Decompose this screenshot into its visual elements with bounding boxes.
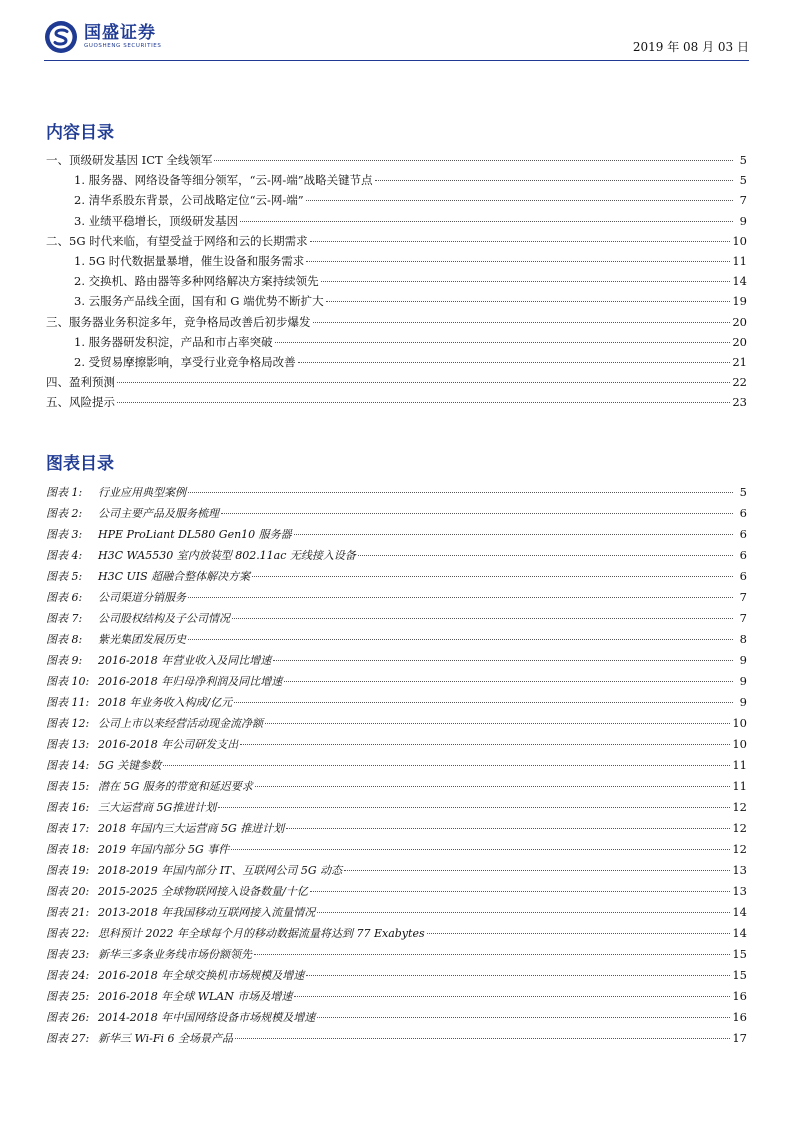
leader-dots: [306, 261, 730, 262]
leader-dots: [321, 281, 731, 282]
figure-entry-text: 三大运营商 5G推进计划: [98, 801, 217, 814]
figure-entry-text: 紫光集团发展历史: [98, 633, 186, 646]
figure-entry-text: 2013-2018 年我国移动互联网接入流量情况: [98, 906, 316, 919]
toc-entry[interactable]: [46, 273, 747, 293]
toc-entry[interactable]: [46, 152, 747, 172]
figure-entry-page: 6: [739, 506, 747, 520]
figure-entry-page: 16: [732, 989, 747, 1003]
figure-entry-text: 行业应用典型案例: [98, 486, 186, 499]
figure-entry-text: H3C UIS 超融合整体解决方案: [98, 570, 251, 583]
toc-title: 内容目录: [46, 123, 114, 143]
leader-dots: [294, 996, 730, 997]
figure-label: 图表 6:: [46, 591, 83, 604]
leader-dots: [188, 597, 733, 598]
figure-entry-text: 2016-2018 年营业收入及同比增速: [98, 654, 272, 667]
figure-entry-page: 12: [732, 800, 747, 814]
leader-dots: [265, 723, 730, 724]
figure-label: 图表 3:: [46, 528, 83, 541]
figure-entry-text: 2016-2018 年归母净利润及同比增速: [98, 675, 283, 688]
leader-dots: [358, 555, 733, 556]
toc-entry-text: 2. 交换机、路由器等多种网络解决方案持续领先: [74, 274, 319, 289]
toc-entry[interactable]: [46, 213, 747, 233]
figure-entry-text: 新华三 Wi-Fi 6 全场景产品: [98, 1032, 233, 1045]
figure-entry[interactable]: [46, 631, 747, 652]
figure-entry-page: 17: [732, 1031, 747, 1045]
leader-dots: [306, 975, 730, 976]
toc-entry-page: 5: [739, 153, 747, 167]
toc-entry-text: 五、风险提示: [46, 395, 115, 410]
toc-entry-text: 3. 业绩平稳增长，顶级研发基因: [74, 213, 239, 228]
figure-label: 图表 17:: [46, 822, 90, 835]
leader-dots: [427, 933, 731, 934]
toc-entry-page: 22: [732, 375, 747, 390]
leader-dots: [344, 870, 730, 871]
figure-label: 图表 12:: [46, 717, 90, 730]
figure-entry[interactable]: [46, 715, 747, 736]
toc-entry[interactable]: [46, 314, 747, 334]
figure-entry-text: 新华三多条业务线市场份额领先: [98, 948, 252, 961]
figure-label: 图表 24:: [46, 969, 90, 982]
figure-entry-page: 10: [732, 716, 747, 730]
figure-entry[interactable]: [46, 925, 747, 946]
leader-dots: [326, 301, 731, 302]
leader-dots: [188, 492, 733, 493]
figure-entry[interactable]: [46, 526, 747, 547]
toc-entry-page: 23: [732, 395, 747, 410]
figure-label: 图表 27:: [46, 1032, 90, 1045]
leader-dots: [310, 241, 731, 242]
guosheng-logo-icon: [44, 20, 78, 54]
leader-dots: [252, 576, 733, 577]
toc-entry-page: 21: [732, 354, 747, 369]
figure-label: 图表 26:: [46, 1011, 90, 1024]
figure-entry-page: 11: [732, 779, 747, 793]
figure-entry-page: 7: [739, 611, 747, 625]
figure-label: 图表 1:: [46, 486, 83, 499]
figure-entry-text: 公司主要产品及服务梳理: [98, 507, 219, 520]
toc-entry-text: 1. 服务器、网络设备等细分领军，“云-网-端”战略关键节点: [74, 173, 373, 188]
leader-dots: [273, 660, 733, 661]
figure-entry-page: 15: [732, 968, 747, 982]
figure-entry-text: 2019 年国内部分 5G 事件: [98, 843, 230, 856]
figure-entry-text: 2018 年业务收入构成/亿元: [98, 696, 233, 709]
leader-dots: [163, 765, 730, 766]
toc-entry-text: 四、盈利预测: [46, 375, 115, 390]
figure-entry[interactable]: [46, 946, 747, 967]
figure-entry-page: 6: [739, 548, 747, 562]
figure-entry-text: 思科预计 2022 年全球每个月的移动数据流量将达到 77 Exabytes: [98, 927, 425, 940]
figure-label: 图表 15:: [46, 780, 90, 793]
figure-entry-text: HPE ProLiant DL580 Gen10 服务器: [98, 528, 292, 541]
toc-entry-text: 2. 受贸易摩擦影响，享受行业竞争格局改善: [74, 354, 296, 369]
figure-entry-text: 2016-2018 年全球交换机市场规模及增速: [98, 969, 305, 982]
figure-entry-text: 2016-2018 年公司研发支出: [98, 738, 239, 751]
figure-label: 图表 7:: [46, 612, 83, 625]
figure-entry-page: 9: [739, 695, 747, 709]
figure-entry-text: 潜在 5G 服务的带宽和延迟要求: [98, 780, 253, 793]
figure-label: 图表 19:: [46, 864, 90, 877]
figure-label: 图表 18:: [46, 843, 90, 856]
figure-entry[interactable]: [46, 862, 747, 883]
leader-dots: [298, 362, 731, 363]
toc-entry[interactable]: [46, 192, 747, 212]
figure-entry-text: 2014-2018 年中国网络设备市场规模及增速: [98, 1011, 316, 1024]
report-date: 2019 年 08 月 03 日: [632, 40, 749, 54]
figure-entry[interactable]: [46, 610, 747, 631]
figure-entry-page: 12: [732, 842, 747, 856]
figure-entry[interactable]: [46, 841, 747, 862]
figure-entry-text: 公司股权结构及子公司情况: [98, 612, 230, 625]
figure-entry[interactable]: [46, 1009, 747, 1030]
figure-label: 图表 21:: [46, 906, 90, 919]
toc-entry-page: 20: [732, 334, 747, 349]
figure-entry-text: 公司上市以来经营活动现金流净额: [98, 717, 263, 730]
figure-entry[interactable]: [46, 988, 747, 1009]
figure-entry-text: 2018 年国内三大运营商 5G 推进计划: [98, 822, 285, 835]
figure-entry[interactable]: [46, 484, 747, 505]
logo-text: [84, 24, 161, 50]
leader-dots: [234, 702, 733, 703]
figure-entry-page: 14: [732, 926, 747, 940]
figure-entry-text: H3C WA5530 室内放装型 802.11ac 无线接入设备: [98, 549, 356, 562]
toc-entry-page: 19: [732, 294, 747, 309]
figure-label: 图表 13:: [46, 738, 90, 751]
figure-entry-page: 7: [739, 590, 747, 604]
toc-entry-page: 10: [732, 233, 747, 248]
figure-entry-text: 2018-2019 年国内部分 IT、互联网公司 5G 动态: [98, 864, 343, 877]
figure-label: 图表 23:: [46, 948, 90, 961]
leader-dots: [294, 534, 733, 535]
figure-entry[interactable]: [46, 568, 747, 589]
figure-label: 图表 5:: [46, 570, 83, 583]
leader-dots: [317, 1017, 730, 1018]
figure-entry-page: 9: [739, 653, 747, 667]
toc-entry[interactable]: [46, 172, 747, 192]
figure-entry[interactable]: [46, 736, 747, 757]
toc-entry[interactable]: [46, 394, 747, 414]
figure-entry-page: 12: [732, 821, 747, 835]
figure-entry-text: 2015-2025 全球物联网接入设备数量/十亿: [98, 885, 308, 898]
leader-dots: [240, 744, 730, 745]
leader-dots: [317, 912, 730, 913]
figure-entry-page: 14: [732, 905, 747, 919]
figure-label: 图表 22:: [46, 927, 90, 940]
toc-entry-text: 1. 服务器研发积淀，产品和市占率突破: [74, 334, 273, 349]
figure-label: 图表 2:: [46, 507, 83, 520]
logo-chinese: 国盛证券: [84, 23, 156, 43]
figure-entry[interactable]: [46, 967, 747, 988]
leader-dots: [313, 322, 731, 323]
figure-entry[interactable]: [46, 652, 747, 673]
figure-label: 图表 4:: [46, 549, 83, 562]
toc-entry-text: 2. 清华系股东背景，公司战略定位“云-网-端”: [74, 193, 304, 208]
leader-dots: [310, 891, 730, 892]
toc-entry[interactable]: [46, 293, 747, 313]
figure-entry-page: 6: [739, 569, 747, 583]
figures-list: [46, 484, 747, 1051]
figure-label: 图表 14:: [46, 759, 90, 772]
toc-list: [46, 152, 747, 414]
figure-entry-page: 6: [739, 527, 747, 541]
company-logo: [44, 20, 161, 54]
figure-entry-text: 公司渠道分销服务: [98, 591, 186, 604]
leader-dots: [218, 807, 730, 808]
toc-entry-text: 三、服务器业务积淀多年，竞争格局改善后初步爆发: [46, 314, 311, 329]
leader-dots: [284, 681, 733, 682]
toc-entry-page: 14: [732, 274, 747, 289]
leader-dots: [117, 382, 730, 383]
figure-label: 图表 11:: [46, 696, 90, 709]
toc-entry[interactable]: [46, 253, 747, 273]
figure-entry-page: 16: [732, 1010, 747, 1024]
figure-label: 图表 8:: [46, 633, 83, 646]
toc-entry-text: 1. 5G 时代数据量暴增，催生设备和服务需求: [74, 253, 305, 268]
figure-entry-page: 10: [732, 737, 747, 751]
toc-entry-page: 11: [732, 253, 747, 268]
figure-entry[interactable]: [46, 1030, 747, 1051]
toc-entry-page: 20: [732, 314, 747, 329]
figure-entry-page: 15: [732, 947, 747, 961]
toc-entry[interactable]: [46, 334, 747, 354]
toc-entry[interactable]: [46, 233, 747, 253]
page-header: [44, 16, 749, 61]
figure-entry[interactable]: [46, 883, 747, 904]
toc-entry-page: 5: [739, 173, 747, 188]
figures-title: 图表目录: [46, 454, 114, 474]
figure-label: 图表 16:: [46, 801, 90, 814]
figure-entry-text: 5G 关键参数: [98, 759, 162, 772]
figure-label: 图表 9:: [46, 654, 83, 667]
figure-entry[interactable]: [46, 589, 747, 610]
leader-dots: [235, 1038, 730, 1039]
figure-entry[interactable]: [46, 505, 747, 526]
figure-entry[interactable]: [46, 904, 747, 925]
leader-dots: [255, 786, 731, 787]
toc-entry-text: 3. 云服务产品线全面，国有和 G 端优势不断扩大: [74, 294, 324, 309]
leader-dots: [240, 221, 733, 222]
figure-entry[interactable]: [46, 778, 747, 799]
figure-entry-page: 5: [739, 485, 747, 499]
figure-entry-page: 13: [732, 884, 747, 898]
leader-dots: [214, 160, 733, 161]
toc-entry-page: 7: [739, 193, 747, 208]
toc-entry-text: 二、5G 时代来临，有望受益于网络和云的长期需求: [46, 233, 308, 248]
leader-dots: [375, 180, 733, 181]
leader-dots: [231, 849, 730, 850]
leader-dots: [188, 639, 733, 640]
figure-entry[interactable]: [46, 799, 747, 820]
toc-entry-page: 9: [739, 213, 747, 228]
toc-entry[interactable]: [46, 374, 747, 394]
leader-dots: [306, 200, 733, 201]
figure-entry-page: 11: [732, 758, 747, 772]
logo-english: GUOSHENG SECURITIES: [84, 43, 162, 49]
figure-entry-text: 2016-2018 年全球 WLAN 市场及增速: [98, 990, 293, 1003]
figure-label: 图表 20:: [46, 885, 90, 898]
leader-dots: [254, 954, 730, 955]
leader-dots: [232, 618, 733, 619]
toc-entry[interactable]: [46, 354, 747, 374]
leader-dots: [117, 402, 730, 403]
leader-dots: [286, 828, 730, 829]
figure-entry[interactable]: [46, 673, 747, 694]
figure-entry[interactable]: [46, 820, 747, 841]
figure-entry-page: 9: [739, 674, 747, 688]
leader-dots: [275, 342, 731, 343]
figure-entry-page: 8: [739, 632, 747, 646]
figure-entry[interactable]: [46, 757, 747, 778]
figure-label: 图表 25:: [46, 990, 90, 1003]
figure-entry[interactable]: [46, 694, 747, 715]
figure-entry[interactable]: [46, 547, 747, 568]
toc-entry-text: 一、顶级研发基因 ICT 全线领军: [46, 153, 213, 167]
figure-entry-page: 13: [732, 863, 747, 877]
leader-dots: [221, 513, 733, 514]
figure-label: 图表 10:: [46, 675, 90, 688]
